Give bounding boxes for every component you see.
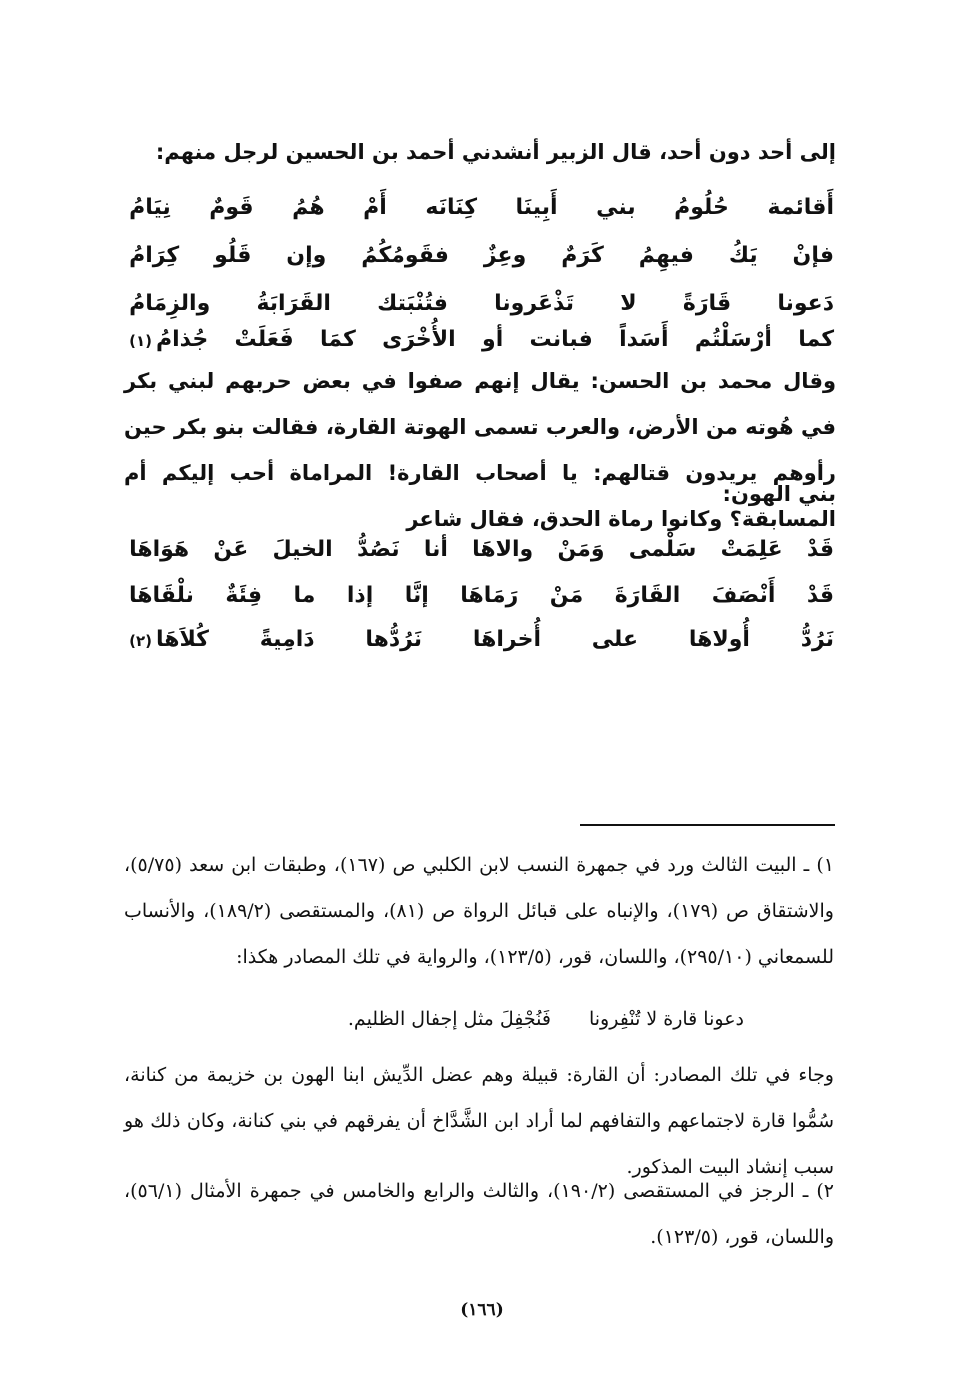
- verse-word: كمَا: [319, 326, 356, 352]
- verse-word: دَعونا: [777, 290, 834, 316]
- verse-word: وعِزٌ: [483, 242, 527, 268]
- verse-word: كِرَامُ: [129, 242, 180, 268]
- verse-word: قَارَةً: [682, 290, 732, 316]
- verse-word: تَذْعَرونا: [494, 290, 575, 316]
- verse-word: إنَّا: [404, 582, 429, 608]
- verse-word: عَلِمَتْ: [720, 536, 783, 562]
- verse-word: الأُخْرَى: [382, 326, 456, 352]
- footnote-1-verse: [348, 1008, 744, 1030]
- verse-word-with-ref: [129, 327, 208, 352]
- verse-word: كَرَمٌ: [561, 242, 604, 268]
- verse-word: نَرُدُّها: [365, 626, 423, 652]
- verse-word: سَلْمى: [628, 536, 697, 562]
- verse-word: فيهِمُ: [638, 242, 694, 268]
- verse-word: حُلُومُ: [674, 194, 729, 220]
- footnote-reference: (٢): [129, 631, 152, 650]
- verse-line: [129, 572, 834, 618]
- verse-word: والزِمَامُ: [129, 290, 211, 316]
- verse-word: قَدْ: [806, 582, 834, 608]
- verse-word: أَقائمة: [767, 194, 834, 220]
- verse-word: مَنْ: [549, 582, 584, 608]
- footnote-2: ٢) ـ الرجز في المستقصى (١٩٠/٢)، والثالث والرابع والخامس في جمهرة الأمثال (٥٦/١)، واللسان، قور، (١٢٣/٥).: [124, 1180, 834, 1248]
- verse-word: وَمَنْ: [557, 536, 605, 562]
- footnote-1-continuation: وجاء في تلك المصادر: أن القارة: قبيلة وهم عضل الدِّيش ابنا الهون بن خزيمة من كنانة، سُمُّوا قارة لاجتماعهم والتفافهم لما أراد ابن الشَّدَّاخ أن يفرقهم في بني كنانة، وكان ذلك هو سبب إنشاد البيت المذكور.: [124, 1064, 834, 1178]
- verse-word: وإن: [286, 242, 327, 268]
- footnote-verse-hemistich-1: دعونا قارة لا تُنْفِرونا: [588, 1008, 744, 1030]
- footnote-separator: [580, 824, 835, 826]
- verse-line: [129, 316, 834, 362]
- verse-word: القَرَابَةُ: [256, 290, 331, 316]
- verse-word: أُخراهَا: [472, 626, 541, 652]
- verse-word: كِنَانَه: [425, 194, 478, 220]
- verse-word: هُمُ: [292, 194, 325, 220]
- footnote-reference: (١): [129, 331, 152, 350]
- verse-word: أرْسَلْتُم: [694, 326, 772, 352]
- verse-line: [129, 232, 834, 278]
- verse-line: [129, 616, 834, 662]
- verse-line: [129, 184, 834, 230]
- footnote-1: ١) ـ البيت الثالث ورد في جمهرة النسب لابن الكلبي ص (١٦٧)، وطبقات ابن سعد (٥/٧٥)، والاشتقاق ص (١٧٩)، والإنباه على قبائل الرواة ص (٨١)، والمستقصى (١٨٩/٢)، والأنساب للسمعاني (٢٩٥/١٠)، واللسان، قور، (١٢٣/٥)، والرواية في تلك المصادر هكذا:: [124, 854, 834, 968]
- verse-word: فتُنْبَتك: [377, 290, 448, 316]
- paragraph-bani-alhun: بني الهون:: [722, 482, 836, 506]
- verse-word: نَرُدُّ: [800, 626, 834, 652]
- verse-word: نَصُدُّ: [356, 536, 400, 562]
- verse-word: رَمَاهَا: [460, 582, 519, 608]
- verse-word: دَامِيةً: [259, 626, 315, 652]
- verse-word: قَلُو: [214, 242, 252, 268]
- verse-word: فبانت: [529, 326, 593, 352]
- verse-word: كُلاَهَا: [155, 626, 209, 652]
- verse-word: كما: [798, 326, 834, 352]
- verse-word: القَارَةَ: [614, 582, 681, 608]
- verse-word: الخيلَ: [272, 536, 333, 562]
- verse-word: فقَومُكُمُ: [361, 242, 449, 268]
- verse-word: عَنْ: [213, 536, 249, 562]
- verse-word: أَسَداً: [619, 326, 669, 352]
- verse-word: أَمْ: [363, 194, 387, 220]
- verse-word: على: [591, 626, 639, 652]
- verse-word: نِيَامُ: [129, 194, 171, 220]
- paragraph-narrative: وقال محمد بن الحسن: يقال إنهم صفوا في بعض حربهم لبني بكر في هُوته من الأرض، والعرب تسمى الهوتة القارة، فقالت بنو بكر حين رأوهم يريدون قتالهم: يا أصحاب القارة! المراماة أحب إليكم أم المسابقة؟ وكانوا رماة الحدق، فقال شاعر: [124, 369, 836, 531]
- verse-word: أنا: [423, 536, 448, 562]
- footnote-verse-hemistich-2: فَنُجْفِلَ مثل إجفال الظليم.: [347, 1008, 551, 1030]
- verse-word: أَنْصَفَ: [711, 582, 776, 608]
- verse-word: أَبِينَا: [515, 194, 558, 220]
- verse-line: [129, 526, 834, 572]
- verse-word: جُذامُ: [155, 326, 209, 352]
- verse-word: قَومٌ: [209, 194, 254, 220]
- verse-word: إذا: [346, 582, 374, 608]
- verse-word: أو: [482, 326, 504, 352]
- verse-word: يَكُ: [728, 242, 758, 268]
- verse-word: لا: [620, 290, 637, 316]
- verse-word: ما: [293, 582, 316, 608]
- verse-word: نلْقَاهَا: [129, 582, 194, 608]
- verse-word: أُولاهَا: [688, 626, 750, 652]
- verse-word: فإنْ: [792, 242, 834, 268]
- verse-word: فَعَلَتْ: [234, 326, 294, 352]
- verse-word: والاهَا: [472, 536, 534, 562]
- intro-line: إلى أحد دون أحد، قال الزبير أنشدني أحمد بن الحسين لرجل منهم:: [155, 140, 836, 164]
- verse-word: قَدْ: [806, 536, 834, 562]
- page-number: (١٦٦): [460, 1300, 504, 1320]
- verse-word: بني: [596, 194, 636, 220]
- verse-word: فِئَةٌ: [225, 582, 263, 608]
- verse-word: هَوَاهَا: [129, 536, 190, 562]
- verse-word-with-ref: [129, 627, 209, 652]
